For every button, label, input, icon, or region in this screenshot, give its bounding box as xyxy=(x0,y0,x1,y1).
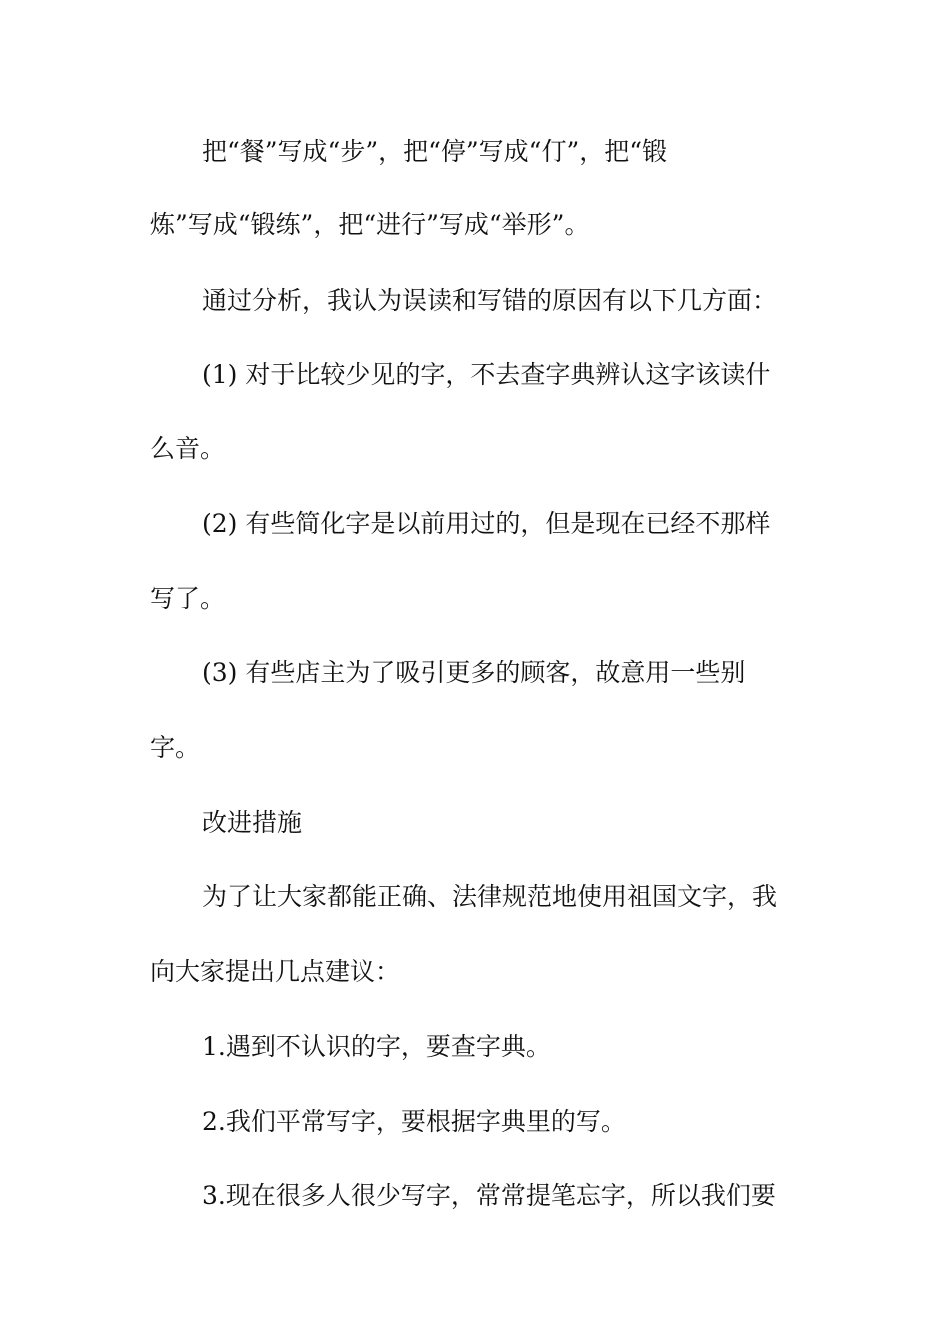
paragraph-line-2: 炼”写成“锻练”，把“进行”写成“举形”。 xyxy=(150,210,590,239)
suggestion-item-1: 1.遇到不认识的字，要查字典。 xyxy=(202,1032,551,1061)
paragraph-line-3: 通过分析，我认为误读和写错的原因有以下几方面： xyxy=(202,286,778,315)
paragraph-line-8: (3) 有些店主为了吸引更多的顾客，故意用一些别 xyxy=(202,658,746,687)
paragraph-line-12: 向大家提出几点建议： xyxy=(150,957,401,986)
paragraph-line-6: (2) 有些简化字是以前用过的，但是现在已经不那样 xyxy=(202,509,771,538)
suggestion-item-3: 3.现在很多人很少写字，常常提笔忘字，所以我们要 xyxy=(202,1181,776,1210)
paragraph-line-7: 写了。 xyxy=(150,584,226,613)
paragraph-line-11: 为了让大家都能正确、法律规范地使用祖国文字，我 xyxy=(202,882,778,911)
section-heading: 改进措施 xyxy=(202,808,303,837)
paragraph-line-4: (1) 对于比较少见的字，不去查字典辨认这字该读什 xyxy=(202,360,771,389)
paragraph-line-5: 么音。 xyxy=(150,434,226,463)
paragraph-line-9: 字。 xyxy=(150,733,201,762)
paragraph-line-1: 把“餐”写成“步”，把“停”写成“仃”，把“锻 xyxy=(202,137,668,166)
suggestion-item-2: 2.我们平常写字，要根据字典里的写。 xyxy=(202,1107,626,1136)
